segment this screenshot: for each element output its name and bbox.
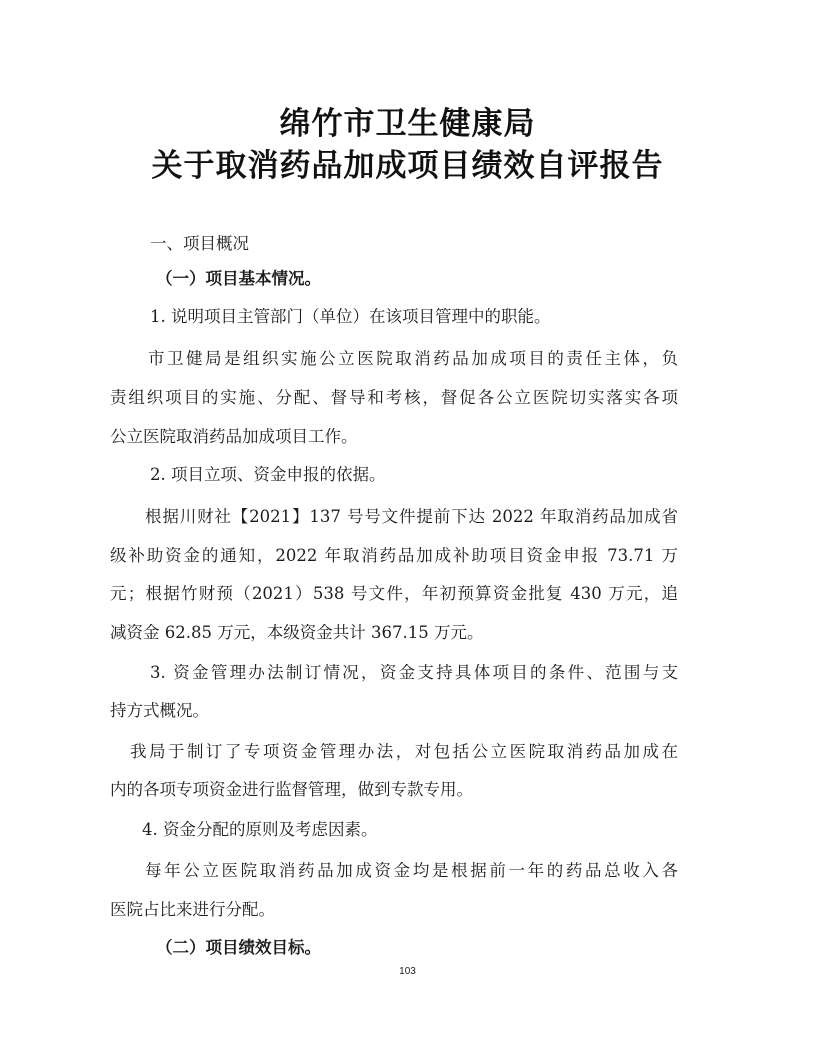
item2-heading: 2. 项目立项、资金申报的依据。	[150, 465, 386, 484]
title-line-1: 绵竹市卫生健康局	[279, 106, 536, 142]
page-number: 103	[399, 966, 416, 977]
item4-body-line: 每年公立医院取消药品加成资金均是根据前一年的药品总收入各	[145, 861, 678, 880]
item2-body-line: 根据川财社【2021】137 号号文件提前下达 2022 年取消药品加成省	[145, 507, 678, 526]
item3-heading: 3. 资金管理办法制订情况，资金支持具体项目的条件、范围与支	[150, 663, 678, 682]
item1-heading: 1. 说明项目主管部门（单位）在该项目管理中的职能。	[150, 307, 551, 326]
item3-heading-cont: 持方式概况。	[110, 701, 209, 720]
section-heading: 一、项目概况	[150, 234, 249, 253]
item2-body-line: 减资金 62.85 万元，本级资金共计 367.15 万元。	[110, 623, 484, 642]
item4-heading: 4. 资金分配的原则及考虑因素。	[142, 820, 378, 839]
item2-body-line: 元；根据竹财预（2021）538 号文件，年初预算资金批复 430 万元，追	[110, 584, 678, 603]
item1-body-line: 责组织项目的实施、分配、督导和考核，督促各公立医院切实落实各项	[110, 388, 678, 407]
subsection-heading-1: （一）项目基本情况。	[156, 269, 321, 288]
title-line-2: 关于取消药品加成项目绩效自评报告	[151, 148, 664, 184]
item1-body-line: 公立医院取消药品加成项目工作。	[110, 427, 358, 446]
item1-body-line: 市卫健局是组织实施公立医院取消药品加成项目的责任主体，负	[148, 349, 678, 368]
item2-body-line: 级补助资金的通知，2022 年取消药品加成补助项目资金申报 73.71 万	[110, 546, 678, 565]
item4-body-line: 医院占比来进行分配。	[110, 900, 275, 919]
item3-body-line: 内的各项专项资金进行监督管理，做到专款专用。	[110, 780, 473, 799]
subsection-heading-2: （二）项目绩效目标。	[156, 938, 321, 957]
item3-body-line: 我局于制订了专项资金管理办法，对包括公立医院取消药品加成在	[130, 742, 678, 761]
